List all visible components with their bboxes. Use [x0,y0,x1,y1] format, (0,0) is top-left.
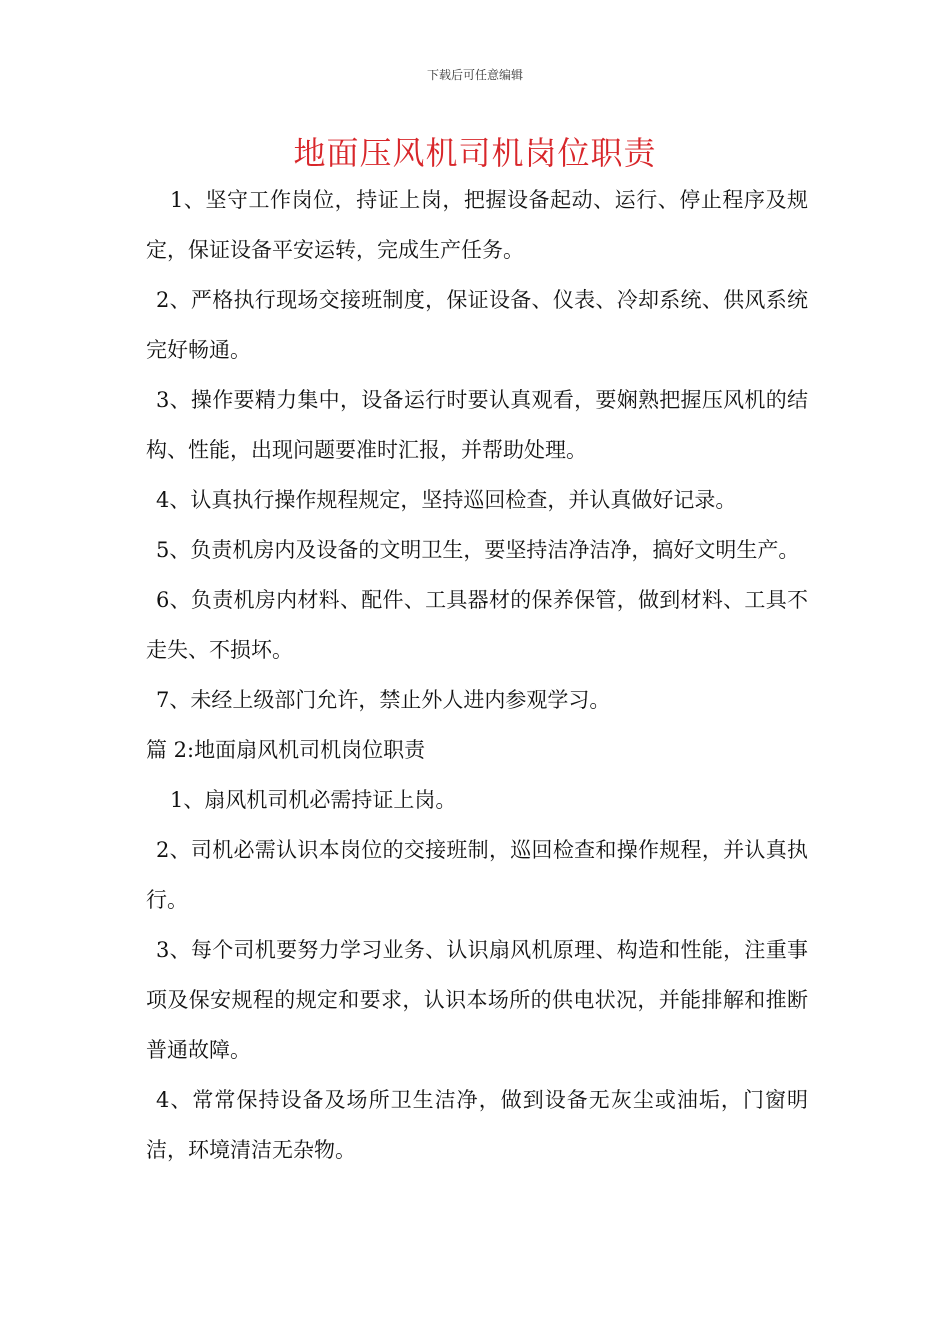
duty-item-3: 3、操作要精力集中，设备运行时要认真观看，要娴熟把握压风机的结构、性能，出现问题要准时汇报，并帮助处理。 [146,388,808,462]
fan-duty-item-1: 1、扇风机司机必需持证上岗。 [170,788,457,812]
duty-item-6: 6、负责机房内材料、配件、工具器材的保养保管，做到材料、工具不走失、不损坏。 [146,588,808,662]
header-note: 下载后可任意编辑 [426,68,523,82]
duty-item-7: 7、未经上级部门允许，禁止外人进内参观学习。 [156,688,611,712]
fan-duty-item-2: 2、司机必需认识本岗位的交接班制，巡回检查和操作规程，并认真执行。 [146,838,808,912]
duty-item-5: 5、负责机房内及设备的文明卫生，要坚持洁净洁净，搞好文明生产。 [156,538,800,562]
fan-duty-item-3: 3、每个司机要努力学习业务、认识扇风机原理、构造和性能，注重事项及保安规程的规定和要求，认识本场所的供电状况，并能排解和推断普通故障。 [146,938,808,1062]
duty-item-1: 1、坚守工作岗位，持证上岗，把握设备起动、运行、停止程序及规定，保证设备平安运转，完成生产任务。 [146,188,808,262]
duty-item-4: 4、认真执行操作规程规定，坚持巡回检查，并认真做好记录。 [156,488,737,512]
document-title: 地面压风机司机岗位职责 [293,134,657,172]
document-body [146,175,808,1175]
fan-duty-item-4: 4、常常保持设备及场所卫生洁净，做到设备无灰尘或油垢，门窗明洁，环境清洁无杂物。 [146,1088,808,1162]
duty-item-2: 2、严格执行现场交接班制度，保证设备、仪表、冷却系统、供风系统完好畅通。 [146,288,808,362]
section-heading: 篇 2:地面扇风机司机岗位职责 [146,738,426,762]
